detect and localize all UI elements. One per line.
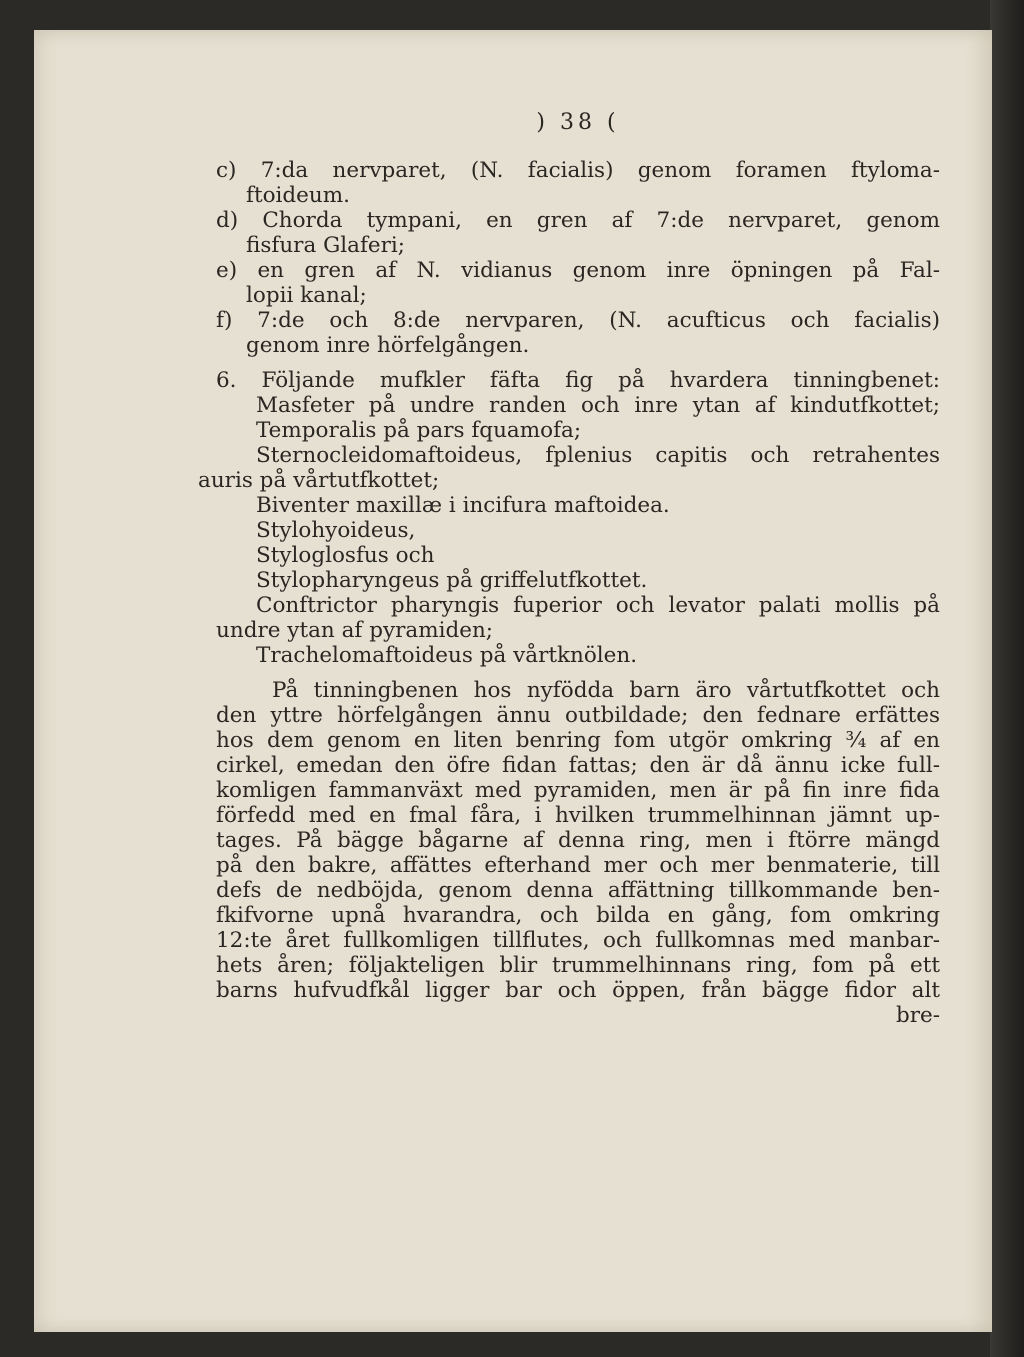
text-line: hos dem genom en liten benring fom utgör omkring ¾ af en — [216, 728, 940, 753]
text-line: Biventer maxillæ i incifura maftoidea. — [256, 493, 670, 518]
text-line: lopii kanal; — [246, 283, 367, 308]
text-line: ftoideum. — [246, 183, 350, 208]
paragraph-gap — [216, 358, 940, 368]
text-line: defs de nedböjda, genom denna affättning tillkommande ben- — [216, 878, 940, 903]
text-line: barns hufvudfkål ligger bar och öppen, från bägge fidor alt — [216, 978, 940, 1003]
text-line: förfedd med en fmal fåra, i hvilken trummelhinnan jämnt up- — [216, 803, 940, 828]
text-line: komligen fammanväxt med pyramiden, men är på fin inre fida — [216, 778, 940, 803]
text-line: d) Chorda tympani, en gren af 7:de nervparet, genom — [216, 208, 940, 233]
text-line: Conftrictor pharyngis fuperior och levator palati mollis på — [256, 593, 940, 618]
text-line: auris på vårtutfkottet; — [198, 468, 440, 493]
text-line: c) 7:da nervparet, (N. facialis) genom foramen ftyloma- — [216, 158, 940, 183]
text-line: på den bakre, affättes efterhand mer och mer benmaterie, till — [216, 853, 940, 878]
text-line: f) 7:de och 8:de nervparen, (N. acufticus och facialis) — [216, 308, 940, 333]
text-line: fisfura Glaferi; — [246, 233, 406, 258]
paragraph-gap — [216, 668, 940, 678]
text-line: Stylopharyngeus på griffelutfkottet. — [256, 568, 648, 593]
text-line: hets åren; följakteligen blir trummelhinnans ring, fom på ett — [216, 953, 940, 978]
text-line: Trachelomaftoideus på vårtknölen. — [256, 643, 638, 668]
text-line: Styloglosfus och — [256, 543, 435, 568]
text-line: Masfeter på undre randen och inre ytan af kindutfkottet; — [256, 393, 940, 418]
text-line: e) en gren af N. vidianus genom inre öpningen på Fal- — [216, 258, 940, 283]
book-page — [34, 30, 992, 1332]
text-line: tages. På bägge bågarne af denna ring, men i ftörre mängd — [216, 828, 940, 853]
book-edge — [990, 0, 1024, 1357]
text-line: Sternocleidomaftoideus, fplenius capitis och retrahentes — [256, 443, 940, 468]
text-line: cirkel, emedan den öfre fidan fattas; den är då ännu icke full- — [216, 753, 940, 778]
page-header: ) 38 ( — [536, 110, 620, 135]
catchword: bre- — [895, 1003, 940, 1028]
text-line: 12:te året fullkomligen tillflutes, och fullkomnas med manbar- — [216, 928, 940, 953]
text-line: Stylohyoideus, — [256, 518, 416, 543]
text-line: undre ytan af pyramiden; — [216, 618, 494, 643]
text-line: Temporalis på pars fquamofa; — [256, 418, 582, 443]
text-line: den yttre hörfelgången ännu outbildade; den fednare erfättes — [216, 703, 940, 728]
page-text — [198, 110, 940, 1028]
text-line: fkifvorne upnå hvarandra, och bilda en gång, fom omkring — [216, 903, 940, 928]
text-line: genom inre hörfelgången. — [246, 333, 530, 358]
text-line: På tinningbenen hos nyfödda barn äro vårtutfkottet och — [272, 678, 940, 703]
text-line: 6. Följande mufkler fäfta fig på hvardera tinningbenet: — [216, 368, 940, 393]
